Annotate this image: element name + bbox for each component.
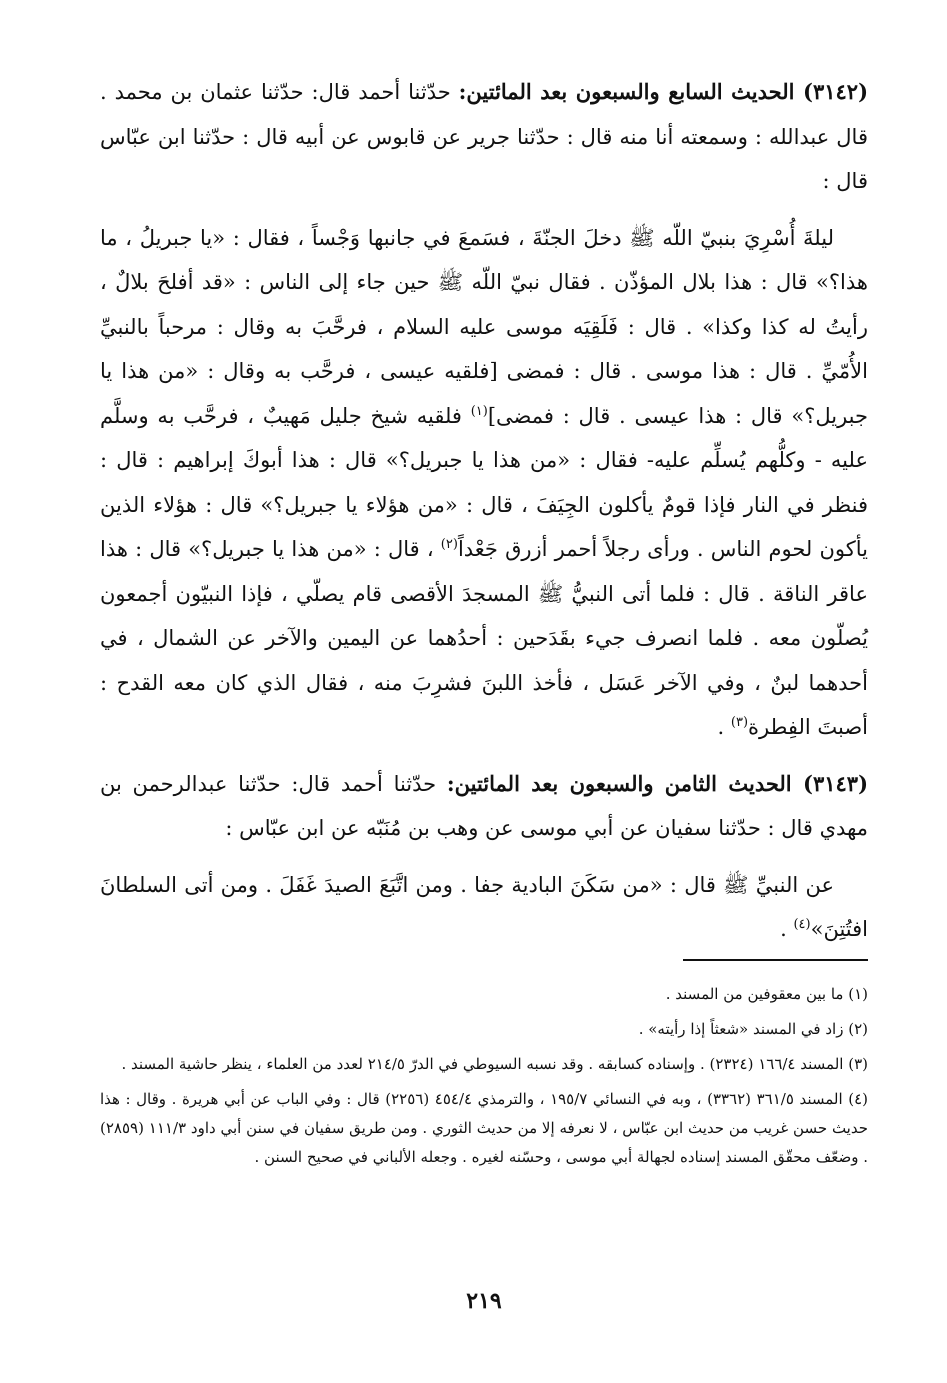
- hadith-3143-isnad: حدّثنا أحمد قال: حدّثنا عبدالرحمن بن مهدي قال : حدّثنا سفيان عن أبي موسى عن وهب بن مُنَبّه عن ابن عبّاس :: [100, 771, 868, 840]
- hadith-3142-matn-part2: فلقيه شيخ جليل مَهيبٌ ، فرحَّب به وسلَّم عليه - وكلُّهم يُسلِّم عليه- فقال : «من هذا يا جبريل؟» قال : هذا أبوكَ إبراهيم : قال : فنظر في النار فإذا قومٌ يأكلون الجِيَفَ ، قال : «من هؤلاء يا جبريل؟» قال : هؤلاء الذين يأكون لحوم الناس . ورأى رجلاً أحمر أزرق جَعْداً: [100, 403, 868, 561]
- hadith-3143-isnad-paragraph: [100, 762, 868, 851]
- footnote-ref-4[interactable]: (٤): [793, 917, 811, 932]
- footnote-ref-2[interactable]: (٢): [440, 537, 458, 552]
- hadith-3143-matn: [100, 863, 868, 952]
- page-number: ٢١٩: [466, 1288, 502, 1314]
- hadith-3143-matn-end: .: [780, 917, 794, 941]
- hadith-3142-matn-end: .: [717, 715, 731, 739]
- hadith-3142-matn-part3: ، قال : «من هذا يا جبريل؟» قال : هذا عاقر الناقة . قال : فلما أتى النبيُّ ﷺ المسجدَ الأقصى قام يصلّي ، فإذا النبيّون أجمعون يُصلّون معه . فلما انصرف جيء بقَدَحين : أحدُهما عن اليمين والآخر عن الشمال ، في أحدهما لبنٌ ، وفي الآخر عَسَل ، فأخذ اللبنَ فشرِبَ منه ، فقال الذي كان معه القدح : أصبتَ الفِطرة: [100, 537, 868, 739]
- spacer: [100, 204, 868, 216]
- spacer: [100, 750, 868, 762]
- footnote-1: (١) ما بين معقوفين من المسند .: [665, 985, 868, 1003]
- hadith-3142-matn: [100, 216, 868, 750]
- spacer: [100, 851, 868, 863]
- footnote-ref-1[interactable]: (١): [470, 403, 488, 419]
- footnote-4: (٤) المسند ٣٦١/٥ (٣٣٦٢) ، وبه في النسائي ١٩٥/٧ ، والترمذي ٤٥٤/٤ (٢٢٥٦) قال : وفي الباب عن أبي هريرة . وقال : هذا حديث حسن غريب من حديث ابن عبّاس ، لا نعرفه إلا من حديث الثوري . ومن طريق سفيان في سنن أبي داود ١١١/٣ (٢٨٥٩) . وضعّف محقّق المسند إسناده لجهالة أبي موسى ، وحسّنه لغيره . وجعله الألباني في صحيح السنن .: [100, 1090, 869, 1166]
- hadith-3142-heading: (٣١٤٢) الحديث السابع والسبعون بعد المائتين:: [458, 79, 869, 104]
- footnote-2: (٢) زاد في المسند «شعثاً إذا رأيته» .: [638, 1020, 868, 1038]
- footnote-3: (٣) المسند ١٦٦/٤ (٢٣٢٤) . وإسناده كسابقه . وقد نسبه السيوطي في الدرّ ٢١٤/٥ لعدد من العلماء ، ينظر حاشية المسند .: [121, 1055, 868, 1073]
- hadith-3143-heading: (٣١٤٣) الحديث الثامن والسبعون بعد المائتين:: [446, 770, 868, 796]
- hadith-3143-matn-text: عن النبيِّ ﷺ قال : «من سَكَنَ البادية جفا . ومن اتَّبَعَ الصيدَ غَفَلَ . ومن أتى السلطانَ افتُتِنَ»: [100, 872, 868, 941]
- hadith-3142-isnad: حدّثنا أحمد قال: حدّثنا عثمان بن محمد . قال عبدالله : وسمعته أنا منه قال : حدّثنا جرير عن قابوس عن أبيه قال : حدّثنا ابن عبّاس قال :: [100, 80, 868, 193]
- hadith-3142-isnad-paragraph: [100, 70, 868, 204]
- hadith-3142-matn-part1: ليلةَ أُسْرِيَ بنبيّ اللّه ﷺ دخلَ الجنّةَ ، فسَمعَ في جانبها وَجْساً ، فقال : «يا جبريلُ ، ما هذا؟» قال : هذا بلال المؤذّن . فقال نبيّ اللّه ﷺ حين جاء إلى الناس : «قد أفلحَ بلالٌ ، رأيتُ له كذا وكذا» . قال : فَلَقِيَه موسى عليه السلام ، فرحَّبَ به وقال : مرحباً بالنبيِّ الأُمّيِّ . قال : هذا موسى . قال : فمضى [فلقيه عيسى ، فرحَّب به وقال : «من هذا يا جبريل؟» قال : هذا عيسى . قال : فمضى]: [100, 225, 868, 428]
- footnote-ref-3[interactable]: (٣): [730, 715, 749, 730]
- footnote-divider: [683, 959, 868, 961]
- footnotes: [100, 980, 868, 1178]
- page-body: [100, 70, 868, 1350]
